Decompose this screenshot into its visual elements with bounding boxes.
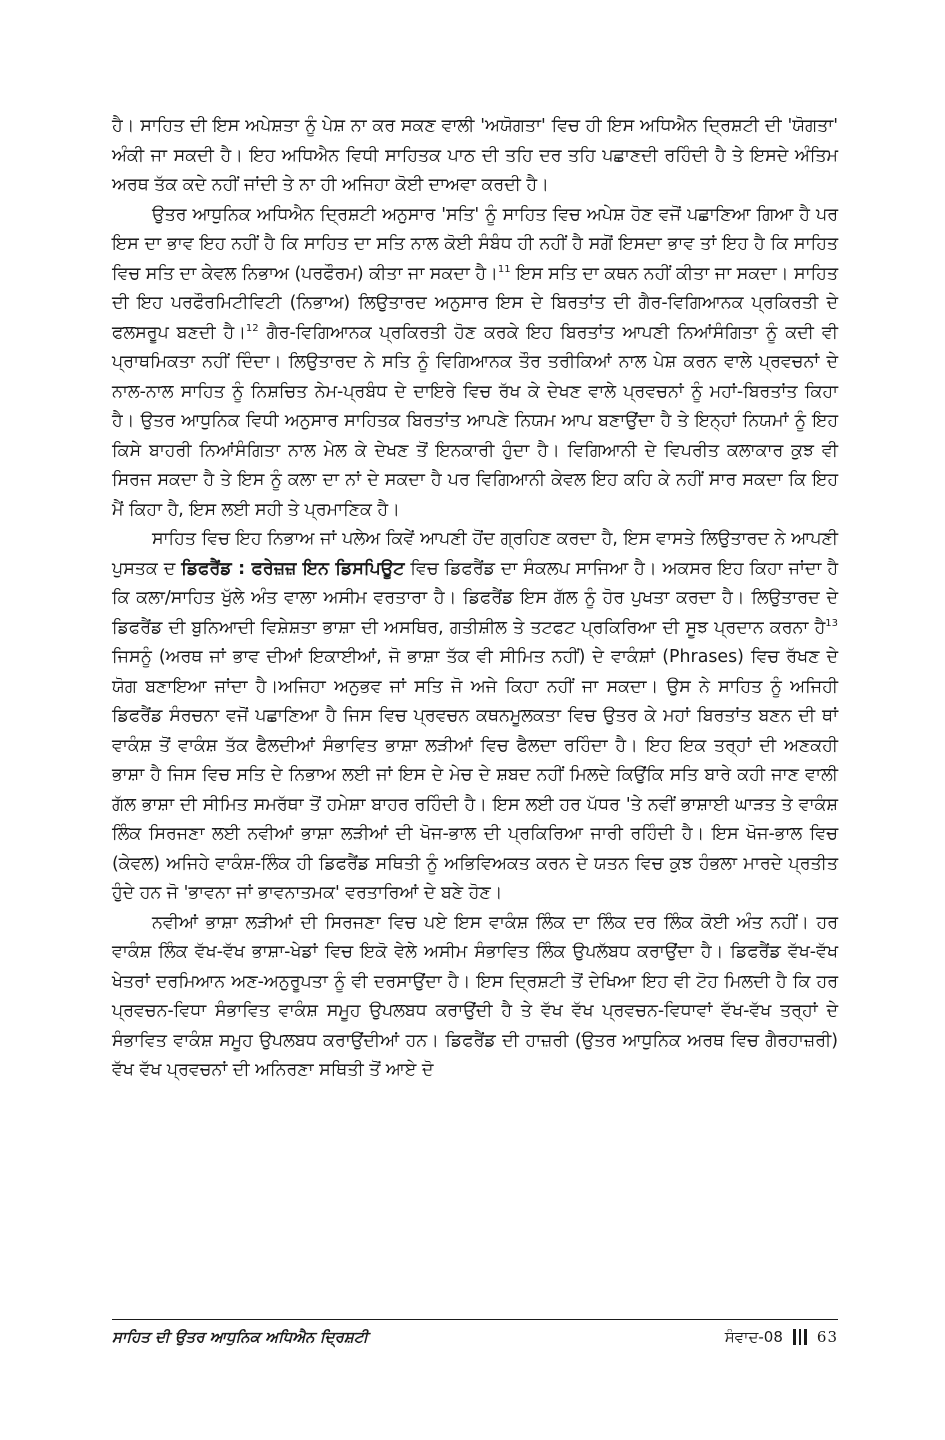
text-run: ਗੈਰ-ਵਿਗਿਆਨਕ ਪ੍ਰਕਿਰਤੀ ਹੋਣ ਕਰਕੇ ਇਹ ਬਿਰਤਾਂਤ ਆਪਣੀ ਨਿਆਂਸੰਗਿਤਾ ਨੂੰ ਕਦੀ ਵੀ ਪ੍ਰਾਥਮਿਕਤਾ ਨਹੀਂ ਦਿੰਦਾ। ਲਿਉਤਾਰਦ ਨੇ ਸਤਿ ਨੂੰ ਵਿਗਿਆਨਕ ਤੌਰ ਤਰੀਕਿਆਂ ਨਾਲ ਪੇਸ਼ ਕਰਨ ਵਾਲੇ ਪ੍ਰਵਚਨਾਂ ਦੇ ਨਾਲ-ਨਾਲ ਸਾਹਿਤ ਨੂੰ ਨਿਸ਼ਚਿਤ ਨੇਮ-ਪ੍ਰਬੰਧ ਦੇ ਦਾਇਰੇ ਵਿਚ ਰੱਖ ਕੇ ਦੇਖਣ ਵਾਲੇ ਪ੍ਰਵਚਨਾਂ ਨੂੰ ਮਹਾਂ-ਬਿਰਤਾਂਤ ਕਿਹਾ ਹੈ। ਉਤਰ ਆਧੁਨਿਕ ਵਿਧੀ ਅਨੁਸਾਰ ਸਾਹਿਤਕ ਬਿਰਤਾਂਤ ਆਪਣੇ ਨਿਯਮ ਆਪ ਬਣਾਉਂਦਾ ਹੈ ਤੇ ਇਨ੍ਹਾਂ ਨਿਯਮਾਂ ਨੂੰ ਇਹ ਕਿਸੇ ਬਾਹਰੀ ਨਿਆਂਸੰਗਿਤਾ ਨਾਲ ਮੇਲ ਕੇ ਦੇਖਣ ਤੋਂ ਇਨਕਾਰੀ ਹੁੰਦਾ ਹੈ। ਵਿਗਿਆਨੀ ਦੇ ਵਿਪਰੀਤ ਕਲਾਕਾਰ ਕੁਝ ਵੀ ਸਿਰਜ ਸਕਦਾ ਹੈ ਤੇ ਇਸ ਨੂੰ ਕਲਾ ਦਾ ਨਾਂ ਦੇ ਸਕਦਾ ਹੈ ਪਰ ਵਿਗਿਆਨੀ ਕੇਵਲ ਇਹ ਕਹਿ ਕੇ ਨਹੀਂ ਸਾਰ ਸਕਦਾ ਕਿ ਇਹ ਮੈਂ ਕਿਹਾ ਹੈ, ਇਸ ਲਈ ਸਹੀ ਤੇ ਪ੍ਰਮਾਣਿਕ ਹੈ।: [112, 322, 838, 520]
page-footer: [112, 1319, 838, 1346]
paragraph: [112, 112, 838, 201]
text-run: ਹੈ। ਸਾਹਿਤ ਦੀ ਇਸ ਅਪੇਸ਼ਤਾ ਨੂੰ ਪੇਸ਼ ਨਾ ਕਰ ਸਕਣ ਵਾਲੀ 'ਅਯੋਗਤਾ' ਵਿਚ ਹੀ ਇਸ ਅਧਿਐਨ ਦ੍ਰਿਸ਼ਟੀ ਦੀ 'ਯੋਗਤਾ' ਅੰਕੀ ਜਾ ਸਕਦੀ ਹੈ। ਇਹ ਅਧਿਐਨ ਵਿਧੀ ਸਾਹਿਤਕ ਪਾਠ ਦੀ ਤਹਿ ਦਰ ਤਹਿ ਪਛਾਣਦੀ ਰਹਿੰਦੀ ਹੈ ਤੇ ਇਸਦੇ ਅੰਤਿਮ ਅਰਥ ਤੱਕ ਕਦੇ ਨਹੀਂ ਜਾਂਦੀ ਤੇ ਨਾ ਹੀ ਅਜਿਹਾ ਕੋਈ ਦਾਅਵਾ ਕਰਦੀ ਹੈ।: [112, 116, 838, 195]
paragraph: [112, 201, 838, 526]
text-run: ਵਿਚ ਡਿਫਰੈਂਡ ਦਾ ਸੰਕਲਪ ਸਾਜਿਆ ਹੈ। ਅਕਸਰ ਇਹ ਕਿਹਾ ਜਾਂਦਾ ਹੈ ਕਿ ਕਲਾ/ਸਾਹਿਤ ਖੁੱਲੇ ਅੰਤ ਵਾਲਾ ਅਸੀਮ ਵਰਤਾਰਾ ਹੈ। ਡਿਫਰੈਂਡ ਇਸ ਗੱਲ ਨੂੰ ਹੋਰ ਪੁਖਤਾ ਕਰਦਾ ਹੈ। ਲਿਉਤਾਰਦ ਦੇ ਡਿਫਰੈਂਡ ਦੀ ਬੁਨਿਆਦੀ ਵਿਸ਼ੇਸ਼ਤਾ ਭਾਸ਼ਾ ਦੀ ਅਸਥਿਰ, ਗਤੀਸ਼ੀਲ ਤੇ ਤਟਫਟ ਪ੍ਰਕਿਰਿਆ ਦੀ ਸੂਝ ਪ੍ਰਦਾਨ ਕਰਨਾ ਹੈ: [112, 558, 839, 638]
footnote-ref: 11: [497, 263, 511, 275]
book-title: ਡਿਫਰੈਂਡ : ਫਰੇਜ਼ਜ਼ ਇਨ ਡਿਸਪਿਊਟ: [181, 558, 405, 579]
document-page: [112, 112, 838, 1402]
text-run: ਇਸ ਸਤਿ ਦਾ ਕਥਨ ਨਹੀਂ ਕੀਤਾ ਜਾ ਸਕਦਾ। ਸਾਹਿਤ ਦੀ ਇਹ ਪਰਫੌਰਮਿਟੀਵਿਟੀ (ਨਿਭਾਅ) ਲਿਉਤਾਰਦ ਅਨੁਸਾਰ ਇਸ ਦੇ ਬਿਰਤਾਂਤ ਦੀ ਗੈਰ-ਵਿਗਿਆਨਕ ਪ੍ਰਕਿਰਤੀ ਦੇ ਫਲਸਰੂਪ ਬਣਦੀ ਹੈ।: [112, 263, 838, 343]
text-run: ਸਾਹਿਤ ਵਿਚ ਇਹ ਨਿਭਾਅ ਜਾਂ ਪਲੇਅ ਕਿਵੇਂ ਆਪਣੀ ਹੋਂਦ ਗ੍ਰਹਿਣ ਕਰਦਾ ਹੈ, ਇਸ ਵਾਸਤੇ ਲਿਉਤਾਰਦ ਨੇ ਆਪਣੀ ਪੁਸਤਕ ਦ: [112, 529, 838, 579]
running-title: ਸਾਹਿਤ ਦੀ ਉਤਰ ਆਧੁਨਿਕ ਅਧਿਐਨ ਦ੍ਰਿਸ਼ਟੀ: [112, 1328, 369, 1346]
footnote-ref: 13: [825, 617, 838, 629]
paragraph: [112, 525, 838, 909]
text-run: ਜਿਸਨੂੰ (ਅਰਥ ਜਾਂ ਭਾਵ ਦੀਆਂ ਇਕਾਈਆਂ, ਜੋ ਭਾਸ਼ਾ ਤੱਕ ਵੀ ਸੀਮਿਤ ਨਹੀਂ) ਦੇ ਵਾਕੰਸ਼ਾਂ (Phrases) ਵਿਚ ਰੱਖਣ ਦੇ ਯੋਗ ਬਣਾਇਆ ਜਾਂਦਾ ਹੈ।ਅਜਿਹਾ ਅਨੁਭਵ ਜਾਂ ਸਤਿ ਜੋ ਅਜੇ ਕਿਹਾ ਨਹੀਂ ਜਾ ਸਕਦਾ। ਉਸ ਨੇ ਸਾਹਿਤ ਨੂੰ ਅਜਿਹੀ ਡਿਫਰੈਂਡ ਸੰਰਚਨਾ ਵਜੋਂ ਪਛਾਣਿਆ ਹੈ ਜਿਸ ਵਿਚ ਪ੍ਰਵਚਨ ਕਥਨਮੂਲਕਤਾ ਵਿਚ ਉਤਰ ਕੇ ਮਹਾਂ ਬਿਰਤਾਂਤ ਬਣਨ ਦੀ ਥਾਂ ਵਾਕੰਸ਼ ਤੋਂ ਵਾਕੰਸ਼ ਤੱਕ ਫੈਲਦੀਆਂ ਸੰਭਾਵਿਤ ਭਾਸ਼ਾ ਲੜੀਆਂ ਵਿਚ ਫੈਲਦਾ ਰਹਿੰਦਾ ਹੈ। ਇਹ ਇਕ ਤਰ੍ਹਾਂ ਦੀ ਅਣਕਹੀ ਭਾਸ਼ਾ ਹੈ ਜਿਸ ਵਿਚ ਸਤਿ ਦੇ ਨਿਭਾਅ ਲਈ ਜਾਂ ਇਸ ਦੇ ਮੇਚ ਦੇ ਸ਼ਬਦ ਨਹੀਂ ਮਿਲਦੇ ਕਿਉਂਕਿ ਸਤਿ ਬਾਰੇ ਕਹੀ ਜਾਣ ਵਾਲੀ ਗੱਲ ਭਾਸ਼ਾ ਦੀ ਸੀਮਿਤ ਸਮਰੱਥਾ ਤੋਂ ਹਮੇਸ਼ਾ ਬਾਹਰ ਰਹਿੰਦੀ ਹੈ। ਇਸ ਲਈ ਹਰ ਪੱਧਰ 'ਤੇ ਨਵੀਂ ਭਾਸ਼ਾਈ ਘਾੜਤ ਤੇ ਵਾਕੰਸ਼ ਲਿੰਕ ਸਿਰਜਣਾ ਲਈ ਨਵੀਆਂ ਭਾਸ਼ਾ ਲੜੀਆਂ ਦੀ ਖੋਜ-ਭਾਲ ਦੀ ਪ੍ਰਕਿਰਿਆ ਜਾਰੀ ਰਹਿੰਦੀ ਹੈ। ਇਸ ਖੋਜ-ਭਾਲ ਵਿਚ (ਕੇਵਲ) ਅਜਿਹੇ ਵਾਕੰਸ਼-ਲਿੰਕ ਹੀ ਡਿਫਰੈਂਡ ਸਥਿਤੀ ਨੂੰ ਅਭਿਵਿਅਕਤ ਕਰਨ ਦੇ ਯਤਨ ਵਿਚ ਕੁਝ ਹੰਭਲਾ ਮਾਰਦੇ ਪ੍ਰਤੀਤ ਹੁੰਦੇ ਹਨ ਜੋ 'ਭਾਵਨਾ ਜਾਂ ਭਾਵਨਾਤਮਕ' ਵਰਤਾਰਿਆਂ ਦੇ ਬਣੇ ਹੋਣ।: [112, 647, 838, 903]
footnote-ref: 12: [245, 322, 259, 334]
text-run: ਉਤਰ ਆਧੁਨਿਕ ਅਧਿਐਨ ਦ੍ਰਿਸ਼ਟੀ ਅਨੁਸਾਰ 'ਸਤਿ' ਨੂੰ ਸਾਹਿਤ ਵਿਚ ਅਪੇਸ਼ ਹੋਣ ਵਜੋਂ ਪਛਾਣਿਆ ਗਿਆ ਹੈ ਪਰ ਇਸ ਦਾ ਭਾਵ ਇਹ ਨਹੀਂ ਹੈ ਕਿ ਸਾਹਿਤ ਦਾ ਸਤਿ ਨਾਲ ਕੋਈ ਸੰਬੰਧ ਹੀ ਨਹੀਂ ਹੈ ਸਗੋਂ ਇਸਦਾ ਭਾਵ ਤਾਂ ਇਹ ਹੈ ਕਿ ਸਾਹਿਤ ਵਿਚ ਸਤਿ ਦਾ ਕੇਵਲ ਨਿਭਾਅ (ਪਰਫੌਰਮ) ਕੀਤਾ ਜਾ ਸਕਦਾ ਹੈ।: [112, 204, 838, 284]
body-text: [112, 112, 838, 1086]
page-number: 63: [816, 1328, 838, 1346]
footer-right: [725, 1328, 838, 1346]
paragraph: [112, 909, 838, 1086]
divider-bars-icon: [793, 1329, 807, 1345]
journal-issue: ਸੰਵਾਦ-08: [724, 1328, 783, 1346]
text-run: ਨਵੀਆਂ ਭਾਸ਼ਾ ਲੜੀਆਂ ਦੀ ਸਿਰਜਣਾ ਵਿਚ ਪਏ ਇਸ ਵਾਕੰਸ਼ ਲਿੰਕ ਦਾ ਲਿੰਕ ਦਰ ਲਿੰਕ ਕੋਈ ਅੰਤ ਨਹੀਂ। ਹਰ ਵਾਕੰਸ਼ ਲਿੰਕ ਵੱਖ-ਵੱਖ ਭਾਸ਼ਾ-ਖੇਡਾਂ ਵਿਚ ਇਕੋ ਵੇਲੇ ਅਸੀਮ ਸੰਭਾਵਿਤ ਲਿੰਕ ਉਪਲੱਬਧ ਕਰਾਉਂਦਾ ਹੈ। ਡਿਫਰੈਂਡ ਵੱਖ-ਵੱਖ ਖੇਤਰਾਂ ਦਰਮਿਆਨ ਅਣ-ਅਨੁਰੂਪਤਾ ਨੂੰ ਵੀ ਦਰਸਾਉਂਦਾ ਹੈ। ਇਸ ਦ੍ਰਿਸ਼ਟੀ ਤੋਂ ਦੇਖਿਆ ਇਹ ਵੀ ਟੋਹ ਮਿਲਦੀ ਹੈ ਕਿ ਹਰ ਪ੍ਰਵਚਨ-ਵਿਧਾ ਸੰਭਾਵਿਤ ਵਾਕੰਸ਼ ਸਮੂਹ ਉਪਲਬਧ ਕਰਾਉਂਦੀ ਹੈ ਤੇ ਵੱਖ ਵੱਖ ਪ੍ਰਵਚਨ-ਵਿਧਾਵਾਂ ਵੱਖ-ਵੱਖ ਤਰ੍ਹਾਂ ਦੇ ਸੰਭਾਵਿਤ ਵਾਕੰਸ਼ ਸਮੂਹ ਉਪਲਬਧ ਕਰਾਉਂਦੀਆਂ ਹਨ। ਡਿਫਰੈਂਡ ਦੀ ਹਾਜ਼ਰੀ (ਉਤਰ ਆਧੁਨਿਕ ਅਰਥ ਵਿਚ ਗੈਰਹਾਜ਼ਰੀ) ਵੱਖ ਵੱਖ ਪ੍ਰਵਚਨਾਂ ਦੀ ਅਨਿਰਣਾ ਸਥਿਤੀ ਤੋਂ ਆਏ ਦੋ: [112, 912, 838, 1080]
